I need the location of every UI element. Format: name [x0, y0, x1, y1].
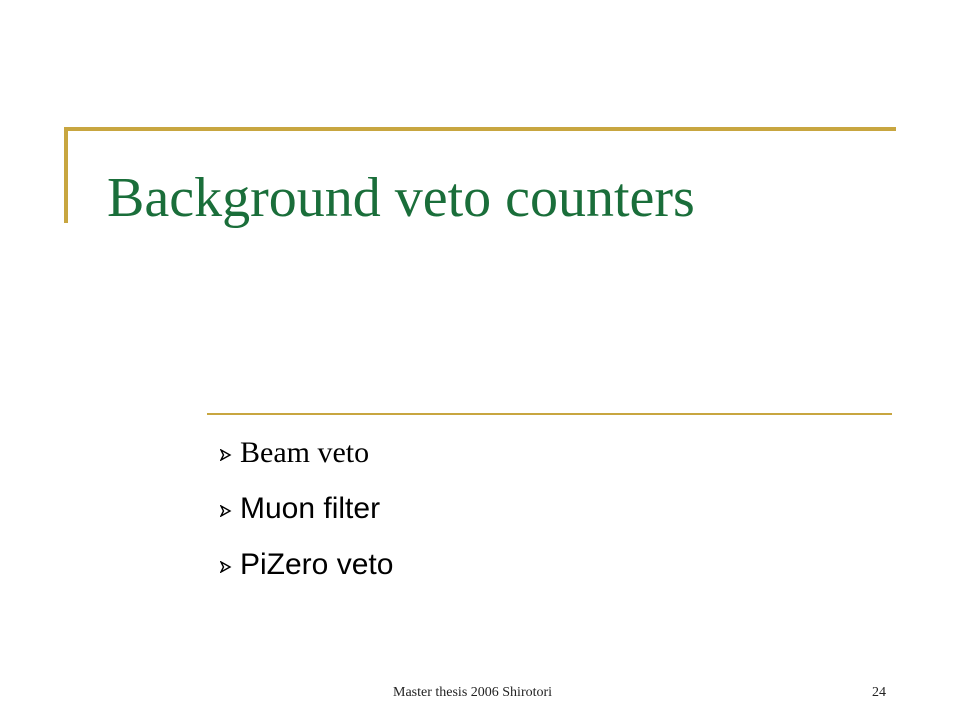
footer-text: Master thesis 2006 Shirotori [393, 685, 553, 700]
bullet-label: Muon filter [240, 492, 381, 525]
arrow-bullet-icon [220, 561, 240, 573]
list-item [220, 537, 393, 593]
bullet-list [220, 425, 393, 593]
bullet-label: PiZero veto [240, 548, 394, 581]
bullet-label: Beam veto [240, 436, 370, 469]
list-item [220, 481, 393, 537]
title-frame-top-rule [64, 127, 896, 131]
arrow-bullet-icon [220, 505, 240, 517]
arrow-bullet-icon [220, 449, 240, 461]
slide-title: Background veto counters [107, 167, 695, 229]
content-divider-rule [207, 413, 892, 415]
page-number: 24 [872, 685, 886, 700]
list-item [220, 425, 393, 481]
title-frame-left-rule [64, 127, 68, 223]
